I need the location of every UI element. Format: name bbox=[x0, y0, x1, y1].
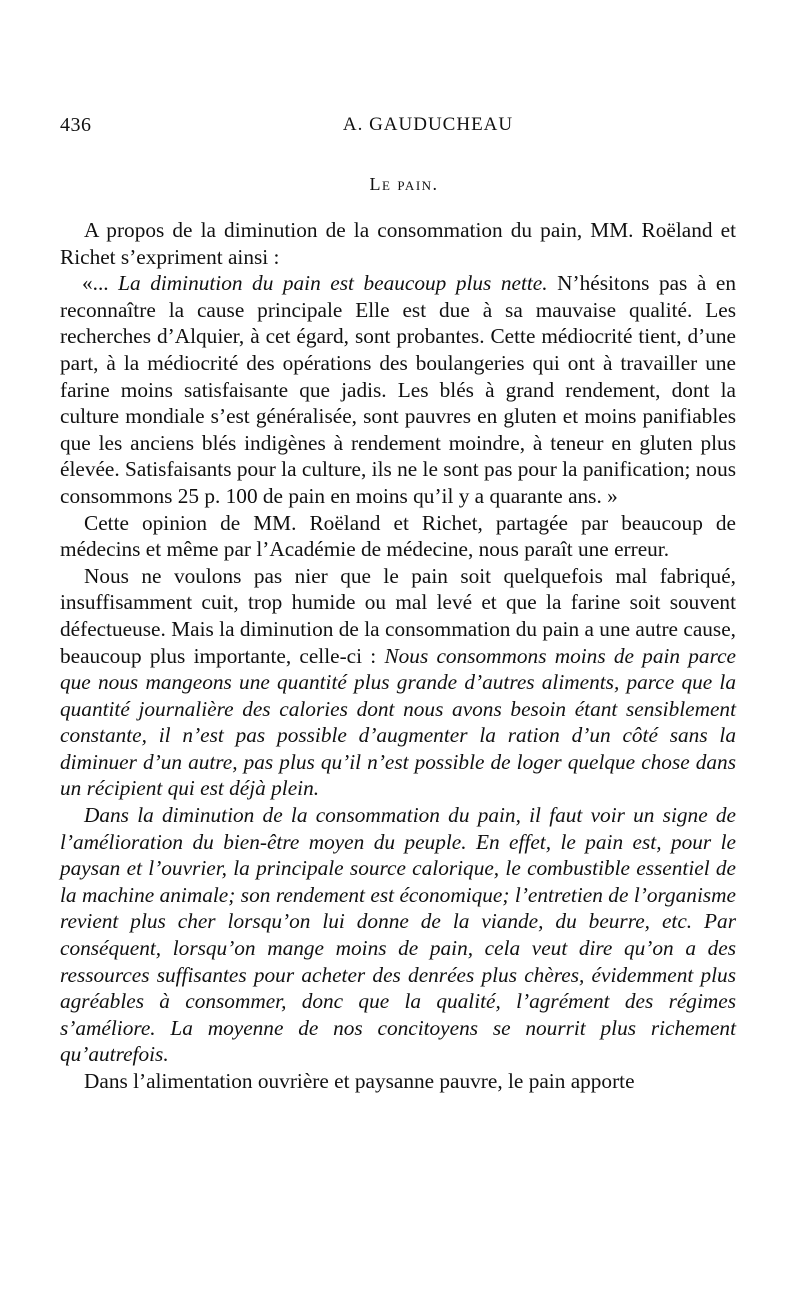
quote-open: «... bbox=[82, 271, 119, 296]
section-title: Le pain. bbox=[369, 174, 439, 194]
argument-italic: Nous consommons moins de pain parce que nous mangeons une quantité plus grande d’autres aliments, parce que la quantité journalière des calories dont nous avons besoin étant sensiblement constante, il n’est pas possible d’augmenter la ration d’un côté sans la diminuer d’un autre, pas plus qu’il n’est possible de loger quelque chose dans un récipient qui est déjà plein. bbox=[60, 643, 736, 801]
paragraph-wellbeing: Dans la diminution de la consommation du pain, il faut voir un signe de l’amélioration du bien-être moyen du peuple. En effet, le pain est, pour le paysan et l’ouvrier, la principale source calorique, le combustible essentiel de la machine animale; son rendement est économique; l’entretien de l’organisme revient plus cher lorsqu’on lui donne de la viande, du beurre, etc. Par conséquent, lorsqu’on mange moins de pain, cela veut dire qu’on a des ressources suffisantes pour acheter des denrées plus chères, évidemment plus agréables à consommer, donc que la qualité, l’agrément des régimes s’améliore. La moyenne de nos concitoyens se nourrit plus richement qu’autrefois. bbox=[60, 803, 736, 1067]
paragraph-quotation bbox=[60, 270, 736, 509]
quote-body: N’hésitons pas à en reconnaître la cause principale Elle est due à sa mauvaise qualité. Les recherches d’Alquier, à cet égard, sont probantes. Cette médiocrité tient, d’une part, à la médiocrité des opérations des boulangeries qui ont à travailler une farine moins satisfaisante que jadis. Les blés à grand rendement, dont la culture mondiale s’est généralisée, sont pauvres en gluten et moins panifiables que les anciens blés indigènes à rendement moindre, à teneur en gluten plus élevée. Satisfaisants pour la culture, ils ne le sont pas pour la panification; nous consommons 25 p. 100 de pain en moins qu’il y a quarante ans. » bbox=[60, 271, 736, 508]
running-head: A. GAUDUCHEAU bbox=[342, 114, 514, 135]
body-text bbox=[60, 217, 736, 1095]
paragraph-argument bbox=[60, 563, 736, 802]
page-header bbox=[60, 114, 736, 142]
quote-italic-lead: La diminution du pain est beaucoup plus nette. bbox=[118, 271, 548, 296]
page-number: 436 bbox=[60, 114, 92, 136]
paragraph-continuation: Dans l’alimentation ouvrière et paysanne pauvre, le pain apporte bbox=[84, 1069, 635, 1093]
argument-regular: Nous ne voulons pas nier que le pain soit quelquefois mal fabriqué, insuffisamment cuit, trop humide ou mal levé et que la farine soit souvent défectueuse. Mais la diminution de la consommation du pain a une autre cause, beaucoup plus importante, celle-ci : bbox=[60, 563, 736, 668]
document-page bbox=[60, 0, 736, 1304]
paragraph-intro: A propos de la diminution de la consommation du pain, MM. Roëland et Richet s’expriment ainsi : bbox=[60, 218, 736, 269]
paragraph-opinion: Cette opinion de MM. Roëland et Richet, partagée par beaucoup de médecins et même par l’Académie de médecine, nous paraît une erreur. bbox=[60, 510, 736, 562]
